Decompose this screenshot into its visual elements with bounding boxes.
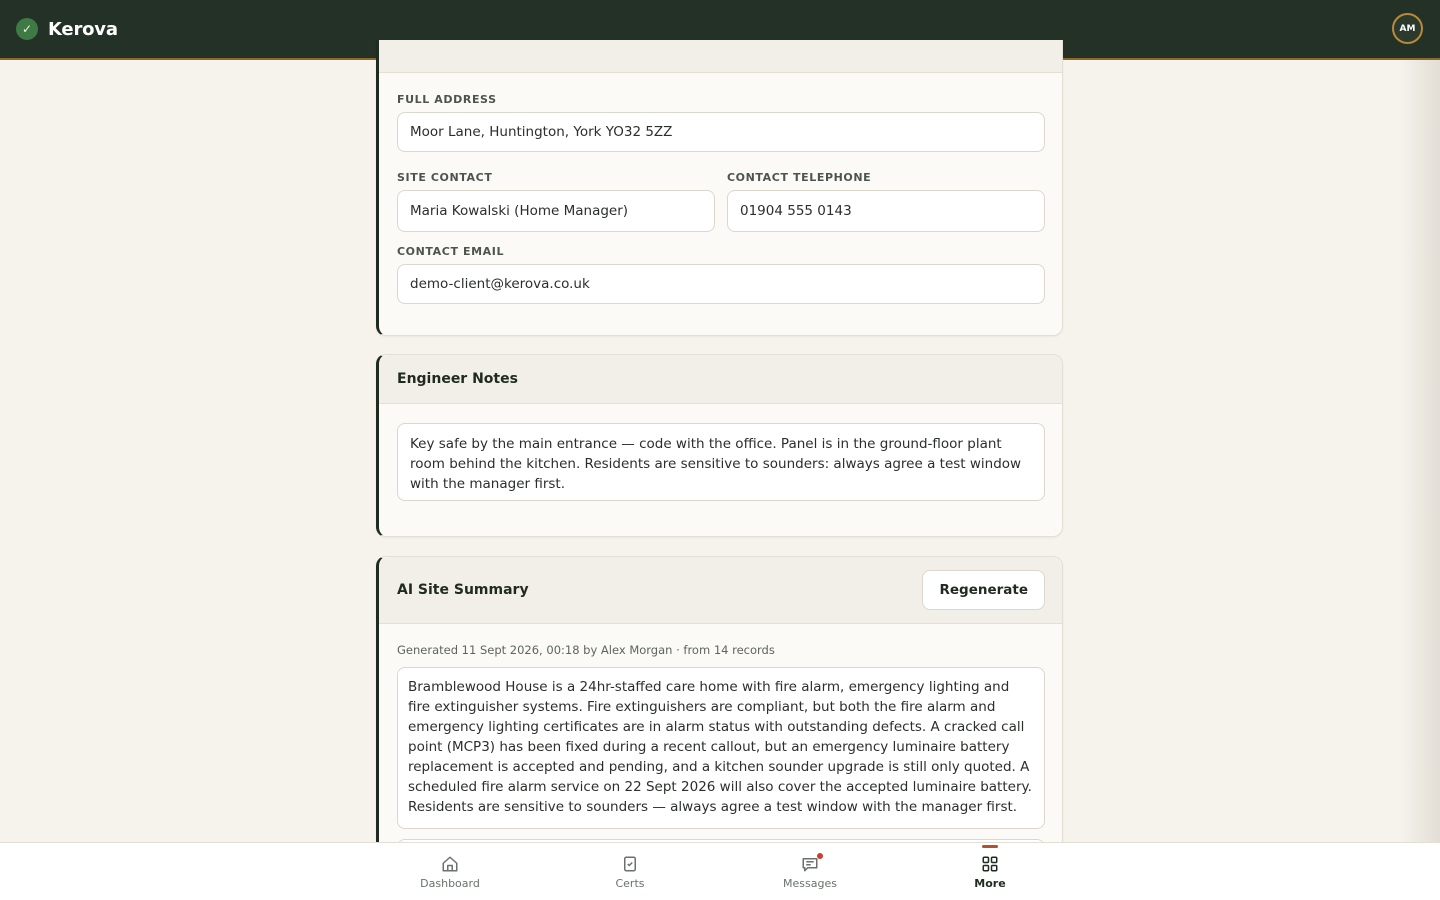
site-contact-field[interactable]: Maria Kowalski (Home Manager): [397, 190, 715, 232]
nav-item-more[interactable]: [930, 843, 1050, 900]
full-address-label: FULL ADDRESS: [397, 93, 497, 106]
nav-label-certs: Certs: [615, 877, 645, 890]
message-icon: [801, 855, 819, 873]
ai-summary-header: [379, 557, 1062, 624]
full-address-field[interactable]: Moor Lane, Huntington, York YO32 5ZZ: [397, 112, 1045, 152]
logo-check-icon: ✓: [16, 18, 38, 40]
ai-summary-card: [376, 556, 1063, 876]
nav-label-more: More: [974, 877, 1006, 890]
engineer-notes-card: [376, 354, 1063, 537]
contact-email-field[interactable]: demo-client@kerova.co.uk: [397, 264, 1045, 304]
engineer-notes-header: [379, 355, 1062, 404]
engineer-notes-textarea[interactable]: Key safe by the main entrance — code with the office. Panel is in the ground-floor plant room behind the kitchen. Residents are sensitive to sounders: always agree a test window with the manager first.: [397, 423, 1045, 501]
engineer-notes-title: Engineer Notes: [397, 371, 518, 387]
site-contact-label: SITE CONTACT: [397, 171, 493, 184]
nav-item-messages[interactable]: [750, 843, 870, 900]
contact-telephone-field[interactable]: 01904 555 0143: [727, 190, 1045, 232]
bottom-navigation: [0, 842, 1440, 900]
right-edge-fade: [1400, 60, 1440, 900]
nav-label-messages: Messages: [783, 877, 837, 890]
site-contact-card: [376, 40, 1063, 336]
contact-email-label: CONTACT EMAIL: [397, 245, 505, 258]
nav-item-certs[interactable]: [570, 843, 690, 900]
notification-dot: [817, 853, 823, 859]
ai-summary-title: AI Site Summary: [397, 582, 529, 598]
nav-item-dashboard[interactable]: [390, 843, 510, 900]
grid-icon: [981, 855, 999, 873]
user-avatar[interactable]: AM: [1392, 13, 1423, 44]
ai-summary-meta: Generated 11 Sept 2026, 00:18 by Alex Morgan · from 14 records: [397, 643, 775, 657]
nav-label-dashboard: Dashboard: [420, 877, 480, 890]
contact-telephone-label: CONTACT TELEPHONE: [727, 171, 872, 184]
regenerate-button[interactable]: Regenerate: [922, 570, 1045, 610]
certificate-icon: [621, 855, 639, 873]
brand-name[interactable]: Kerova: [48, 18, 118, 40]
card-header-strip: [379, 40, 1062, 73]
home-icon: [441, 855, 459, 873]
ai-summary-textarea[interactable]: Bramblewood House is a 24hr-staffed care home with fire alarm, emergency lighting and fire extinguisher systems. Fire extinguishers are compliant, but both the fire alarm and emergency lighting certificates are in alarm status with outstanding defects. A cracked call point (MCP3) has been fixed during a recent callout, but an emergency luminaire battery replacement is accepted and pending, and a kitchen sounder upgrade is still only quoted. A scheduled fire alarm service on 22 Sept 2026 will also cover the accepted luminaire battery. Residents are sensitive to sounders — always agree a test window with the manager first.: [397, 667, 1045, 829]
